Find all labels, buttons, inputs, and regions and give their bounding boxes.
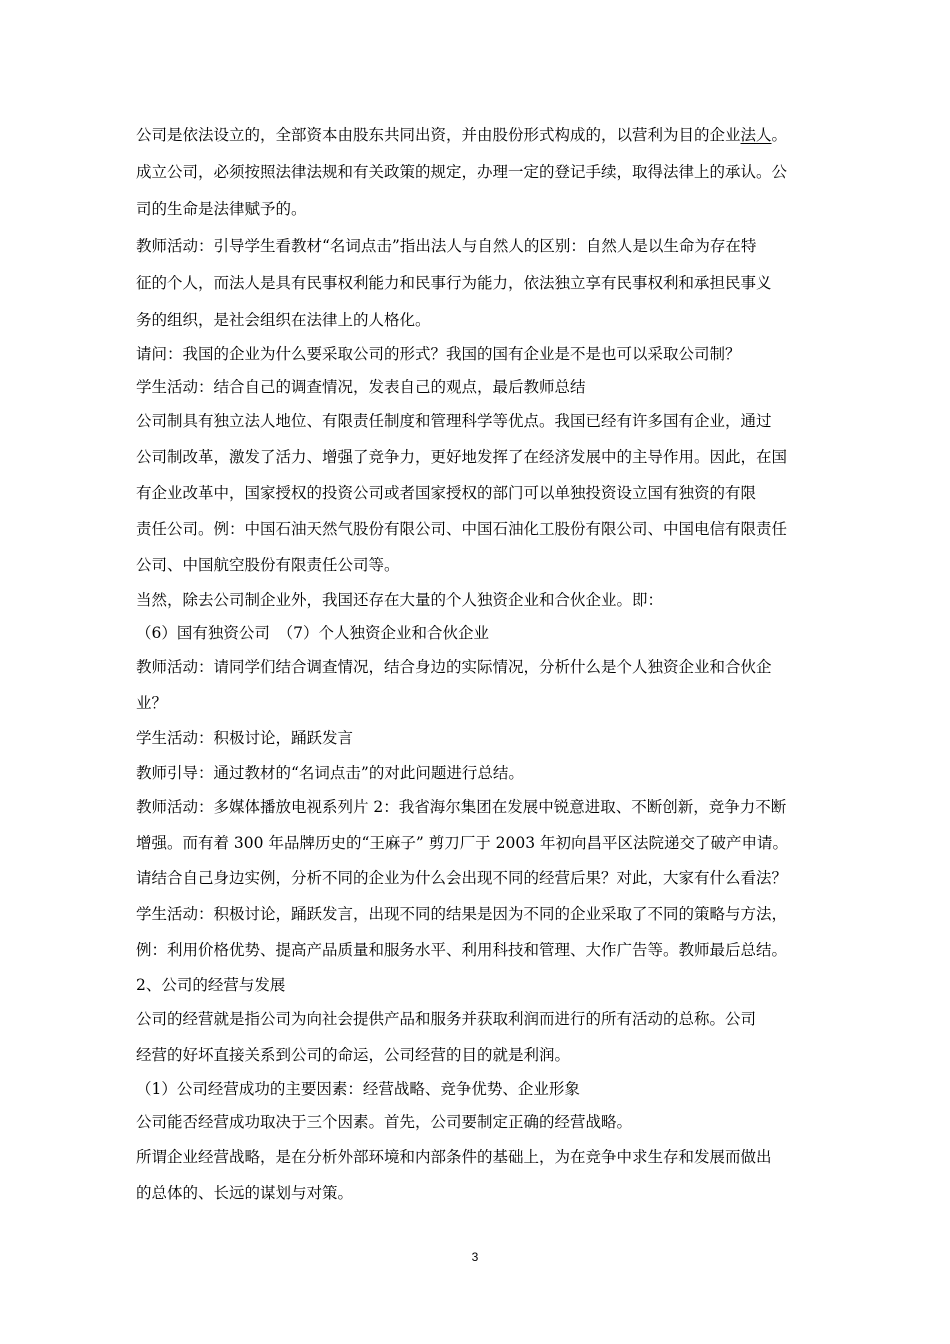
text-line: 当然，除去公司制企业外，我国还存在大量的个人独资企业和合伙企业。即： <box>136 591 664 609</box>
text-line: 教师活动：引导学生看教材“名词点击”指出法人与自然人的区别：自然人是以生命为存在特 <box>136 237 757 255</box>
text-line: 学生活动：结合自己的调查情况，发表自己的观点，最后教师总结 <box>136 378 586 396</box>
text-line: 公司、中国航空股份有限责任公司等。 <box>136 556 400 574</box>
text-line: 学生活动：积极讨论，踊跃发言 <box>136 729 354 747</box>
legal-person-link[interactable]: 法人 <box>740 126 772 144</box>
text-line: 请问：我国的企业为什么要采取公司的形式？我国的国有企业是不是也可以采取公司制？ <box>136 345 741 363</box>
text-segment: 公司是依法设立的，全部资本由股东共同出资，并由股份形式构成的，以营利为目的企业 <box>136 126 741 144</box>
text-line: 教师活动：多媒体播放电视系列片 2：我省海尔集团在发展中锐意进取、不断创新，竞争力不断 <box>136 798 787 816</box>
text-line: （6）国有独资公司 （7）个人独资企业和合伙企业 <box>136 624 489 642</box>
text-line: 业？ <box>136 694 168 712</box>
text-line: 的总体的、长远的谋划与对策。 <box>136 1184 354 1202</box>
text-line: 务的组织，是社会组织在法律上的人格化。 <box>136 311 431 329</box>
text-line: 教师引导：通过教材的“名词点击”的对此问题进行总结。 <box>136 764 524 782</box>
text-line: 有企业改革中，国家授权的投资公司或者国家授权的部门可以单独投资设立国有独资的有限 <box>136 484 757 502</box>
text-line: 成立公司，必须按照法律法规和有关政策的规定，办理一定的登记手续，取得法律上的承认。公 <box>136 163 788 181</box>
text-line: 学生活动：积极讨论，踊跃发言，出现不同的结果是因为不同的企业采取了不同的策略与方法， <box>136 905 788 923</box>
text-line: 经营的好坏直接关系到公司的命运，公司经营的目的就是利润。 <box>136 1046 571 1064</box>
text-line <box>136 124 826 146</box>
text-line: 公司制改革，激发了活力、增强了竞争力，更好地发挥了在经济发展中的主导作用。因此，在国 <box>136 448 788 466</box>
text-line: 教师活动：请同学们结合调查情况，结合身边的实际情况，分析什么是个人独资企业和合伙企 <box>136 658 772 676</box>
text-line: 所谓企业经营战略，是在分析外部环境和内部条件的基础上，为在竞争中求生存和发展而做出 <box>136 1148 772 1166</box>
text-line: 责任公司。例：中国石油天然气股份有限公司、中国石油化工股份有限公司、中国电信有限责任 <box>136 520 788 538</box>
text-line: 公司的经营就是指公司为向社会提供产品和服务并获取利润而进行的所有活动的总称。公司 <box>136 1010 757 1028</box>
page-number: 3 <box>471 1250 479 1264</box>
text-segment: 。 <box>771 126 788 144</box>
text-line: 公司能否经营成功取决于三个因素。首先，公司要制定正确的经营战略。 <box>136 1113 633 1131</box>
text-line: （1）公司经营成功的主要因素：经营战略、竞争优势、企业形象 <box>136 1080 580 1098</box>
text-line: 增强。而有着 300 年品牌历史的“王麻子” 剪刀厂于 2003 年初向昌平区法院递交了破产申请。 <box>136 834 789 852</box>
section-heading: 2、公司的经营与发展 <box>136 976 286 994</box>
text-line: 例：利用价格优势、提高产品质量和服务水平、利用科技和管理、大作广告等。教师最后总结。 <box>136 941 788 959</box>
text-line: 请结合自己身边实例，分析不同的企业为什么会出现不同的经营后果？对此，大家有什么看法？ <box>136 869 788 887</box>
text-line: 司的生命是法律赋予的。 <box>136 200 307 218</box>
text-line: 公司制具有独立法人地位、有限责任制度和管理科学等优点。我国已经有许多国有企业，通过 <box>136 412 772 430</box>
text-line: 征的个人，而法人是具有民事权利能力和民事行为能力，依法独立享有民事权利和承担民事义 <box>136 274 772 292</box>
